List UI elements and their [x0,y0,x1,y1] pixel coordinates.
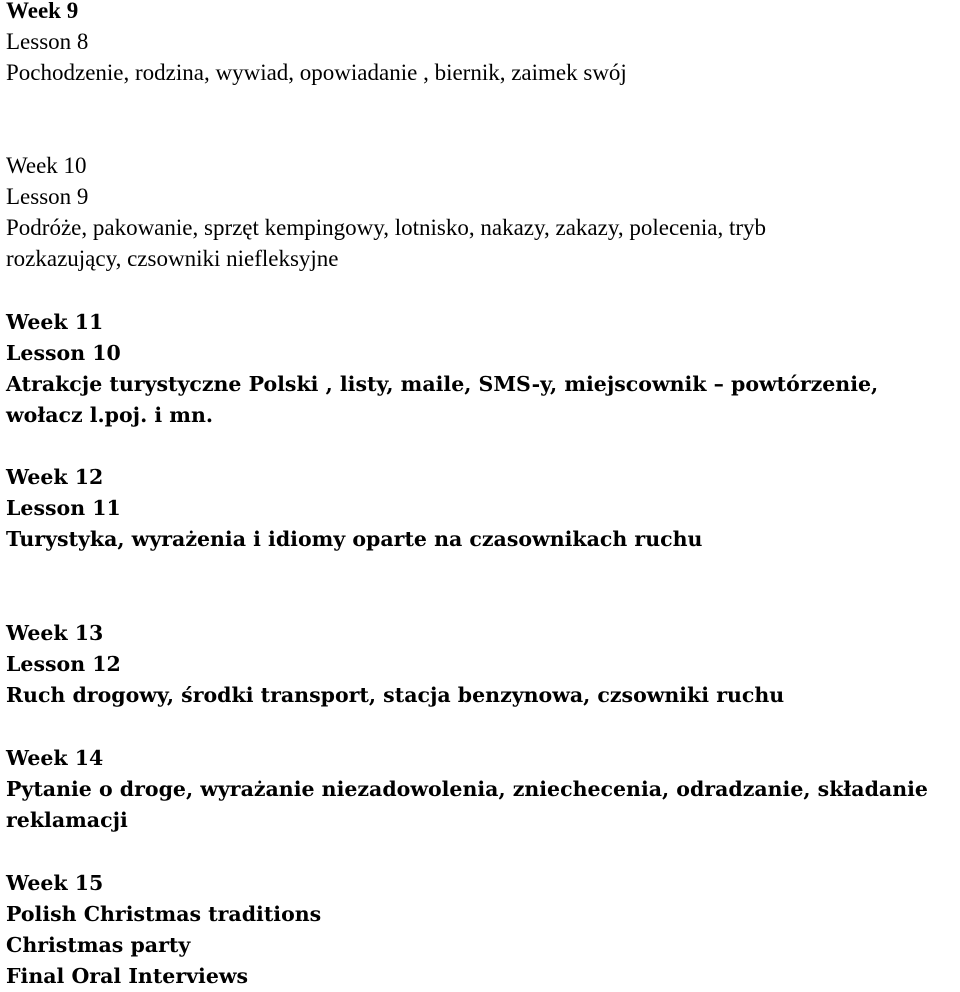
week-13-section [6,618,784,711]
lesson-heading: Lesson 12 [6,652,121,676]
week-11-section [6,307,878,431]
week-14-section [6,743,928,836]
topic-line: reklamacji [6,808,128,832]
lesson-heading: Lesson 9 [6,184,89,209]
week-heading: Week 9 [6,0,79,23]
topic-line: Turystyka, wyrażenia i idiomy oparte na czasownikach ruchu [6,527,703,551]
lesson-heading: Lesson 8 [6,29,89,54]
list-item: Polish Christmas traditions [6,902,322,926]
week-heading: Week 12 [6,465,104,489]
week-heading: Week 13 [6,621,104,645]
week-heading: Week 15 [6,871,104,895]
topic-line: Atrakcje turystyczne Polski , listy, maile, SMS-y, miejscownik – powtórzenie, [6,372,879,396]
week-heading: Week 14 [6,746,104,770]
week-10-section [6,150,766,274]
week-9-section [6,0,627,88]
topic-line: Ruch drogowy, środki transport, stacja benzynowa, czsowniki ruchu [6,683,785,707]
week-15-section [6,868,321,992]
list-item: Final Oral Interviews [6,964,249,988]
topic-line: rozkazujący, czsowniki niefleksyjne [6,246,339,271]
topic-line: Pochodzenie, rodzina, wywiad, opowiadanie , biernik, zaimek swój [6,60,627,85]
topic-line: Pytanie o droge, wyrażanie niezadowolenia, zniechecenia, odradzanie, składanie [6,777,928,801]
lesson-heading: Lesson 10 [6,341,121,365]
topic-line: wołacz l.poj. i mn. [6,403,214,427]
topic-line: Podróże, pakowanie, sprzęt kempingowy, lotnisko, nakazy, zakazy, polecenia, tryb [6,215,767,240]
week-heading: Week 11 [6,310,104,334]
list-item: Christmas party [6,933,191,957]
week-heading: Week 10 [6,153,87,178]
week-12-section [6,462,702,555]
lesson-heading: Lesson 11 [6,496,121,520]
